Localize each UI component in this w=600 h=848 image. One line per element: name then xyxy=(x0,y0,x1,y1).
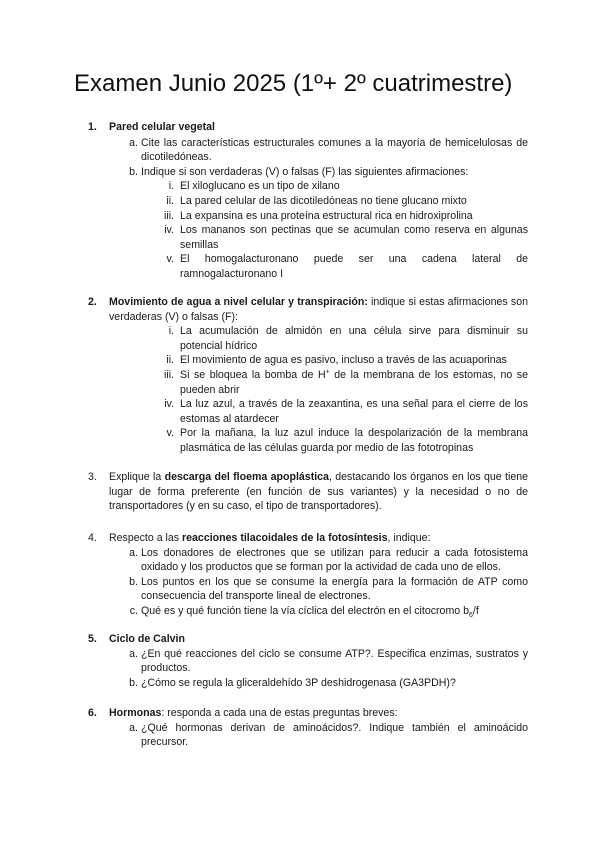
statement-item xyxy=(166,194,528,209)
sub-marker: a. xyxy=(129,136,138,149)
question-2 xyxy=(88,295,528,456)
sub-marker: b. xyxy=(129,165,138,178)
question-6 xyxy=(88,706,528,750)
sub-item-b xyxy=(129,575,528,604)
sub-marker: a. xyxy=(129,546,138,559)
question-4 xyxy=(88,531,528,619)
sub-text: ¿Cómo se regula la gliceraldehído 3P deshidrogenasa (GA3PDH)? xyxy=(141,676,456,689)
sub-item-a xyxy=(129,546,528,575)
question-rest: indique si estas afirmaciones son verdaderas (V) o falsas (F): xyxy=(109,296,528,323)
page-title: Examen Junio 2025 (1º+ 2º cuatrimestre) xyxy=(74,70,513,97)
statement-pre: Si se bloquea la bomba de H xyxy=(180,368,326,381)
superscript: + xyxy=(325,368,330,376)
question-rest: : responda a cada una de estas preguntas breves: xyxy=(161,707,398,719)
statement-text: La luz azul, a través de la zeaxantina, es una señal para el cierre de los estomas al atardecer xyxy=(180,398,528,425)
roman-marker: iv. xyxy=(164,398,174,411)
question-title: Hormonas xyxy=(109,707,162,719)
subscript: 6 xyxy=(469,612,473,620)
statement-item xyxy=(166,252,528,281)
question-number: 3. xyxy=(88,471,97,483)
statement-item xyxy=(166,353,528,368)
statement-text: El homogalacturonano puede ser una cadena lateral de ramnogalacturonano I xyxy=(180,253,528,280)
question-keyword: reacciones tilacoidales de la fotosíntesis xyxy=(182,532,388,544)
question-number: 6. xyxy=(88,707,97,719)
question-title: Movimiento de agua a nivel celular y transpiración: xyxy=(109,296,368,308)
sub-post: /f xyxy=(472,604,479,617)
sub-item-b xyxy=(129,165,528,180)
question-number: 4. xyxy=(88,532,97,544)
question-pre: Explique la xyxy=(109,471,165,483)
roman-marker: v. xyxy=(166,253,174,266)
statement-item xyxy=(166,426,528,455)
roman-marker: ii. xyxy=(166,194,174,207)
sub-text: Los donadores de electrones que se utilizan para reducir a cada fotosistema oxidado y los productos que se forman por la actividad de cada uno de ellos. xyxy=(141,546,528,574)
statement-text: El movimiento de agua es pasivo, incluso a través de las acuaporinas xyxy=(180,354,507,367)
roman-marker: v. xyxy=(166,427,174,440)
sub-text: Indique si son verdaderas (V) o falsas (F) las siguientes afirmaciones: xyxy=(141,165,469,178)
question-post: , destacando los órganos en los que tiene lugar de forma preferente (en función de sus variantes) y la necesidad o no de transportadores (y en su caso, el tipo de transportadores). xyxy=(109,471,528,513)
sub-pre: Qué es y qué función tiene la vía cíclica del electrón en el citocromo b xyxy=(141,604,469,617)
statement-item xyxy=(163,368,529,397)
sub-text: Cite las características estructurales comunes a la mayoría de hemicelulosas de dicotiledóneas. xyxy=(141,136,528,164)
question-3 xyxy=(88,470,528,514)
sub-text: ¿Qué hormonas derivan de aminoácidos?. Indique también el aminoácido precursor. xyxy=(141,721,528,749)
statement-post: de la membrana de los estomas, no se pueden abrir xyxy=(180,368,529,396)
statement-text: Los mananos son pectinas que se acumulan como reserva en algunas semillas xyxy=(180,224,528,251)
roman-marker: i. xyxy=(168,180,174,193)
sub-item-a xyxy=(129,721,528,750)
sub-item-a xyxy=(129,136,528,165)
statement-text: La expansina es una proteína estructural rica en hidroxiprolina xyxy=(180,209,473,222)
statement-text: La acumulación de almidón en una célula sirve para disminuir su potencial hídrico xyxy=(180,325,528,352)
question-number: 1. xyxy=(88,121,97,133)
sub-item-b xyxy=(129,676,528,691)
sub-item-a xyxy=(129,647,528,676)
sub-marker: c. xyxy=(129,604,138,617)
sub-marker: b. xyxy=(129,676,138,689)
sub-marker: a. xyxy=(129,721,138,734)
sub-marker: a. xyxy=(129,647,138,660)
statement-text: La pared celular de las dicotiledóneas no tiene glucano mixto xyxy=(180,194,467,207)
roman-marker: iv. xyxy=(164,224,174,237)
question-number: 2. xyxy=(88,296,97,308)
statement-item xyxy=(164,223,528,252)
roman-marker: iii. xyxy=(163,209,174,222)
statement-text: Por la mañana, la luz azul induce la despolarización de la membrana plasmática de las células guarda por medio de las fototropinas xyxy=(180,427,528,454)
statement-text xyxy=(180,368,528,397)
question-1 xyxy=(88,120,528,282)
roman-marker: i. xyxy=(168,325,174,338)
question-title: Ciclo de Calvin xyxy=(109,633,185,645)
question-number: 5. xyxy=(88,633,97,645)
statement-text: El xiloglucano es un tipo de xilano xyxy=(180,180,340,193)
statement-item xyxy=(163,209,528,224)
statement-item xyxy=(168,179,528,194)
question-text xyxy=(109,531,528,546)
question-pre: Respecto a las xyxy=(109,532,183,544)
statement-item xyxy=(168,324,528,353)
sub-marker: b. xyxy=(129,575,138,588)
roman-marker: ii. xyxy=(166,354,174,367)
roman-marker: iii. xyxy=(163,368,174,381)
question-text xyxy=(109,295,528,324)
question-text xyxy=(109,706,528,721)
question-text xyxy=(109,470,528,514)
statement-item xyxy=(164,397,528,426)
question-keyword: descarga del floema apoplástica xyxy=(164,471,329,483)
question-post: , indique: xyxy=(387,532,431,544)
question-title: Pared celular vegetal xyxy=(109,121,215,133)
sub-text: ¿En qué reacciones del ciclo se consume ATP?. Especifica enzimas, sustratos y productos. xyxy=(141,647,528,675)
sub-item-c xyxy=(129,604,528,620)
question-5 xyxy=(88,632,528,690)
sub-text: Los puntos en los que se consume la energía para la formación de ATP como consecuencia del transporte lineal de electrones. xyxy=(141,575,528,603)
sub-text xyxy=(141,604,528,619)
